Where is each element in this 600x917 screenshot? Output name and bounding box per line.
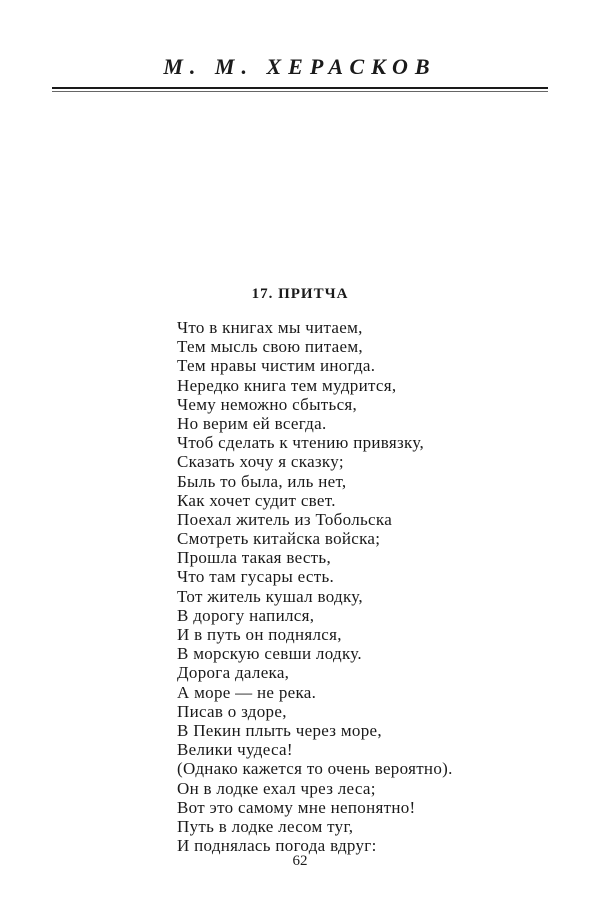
poem-line: Что там гусары есть. [177,567,335,587]
poem-line: Чему неможно сбыться, [177,394,358,414]
poem-line: Чтоб сделать к чтению привязку, [177,433,424,453]
poem-line: Тем мысль свою питаем, [177,337,363,357]
poem-line: Поехал житель из Тобольска [177,509,393,529]
poem-line: В Пекин плыть через море, [177,720,382,740]
page-number: 62 [292,853,308,869]
poem-line: Нередко книга тем мудрится, [177,375,397,395]
poem-line: И поднялась погода вдруг: [177,836,377,856]
poem-line: Дорога далека, [177,663,290,683]
poem-line: Прошла такая весть, [177,548,332,568]
poem-line: В морскую севши лодку. [177,644,362,664]
header-rule-thin [52,91,548,92]
poem-line: А море — не река. [177,682,317,702]
poem-line: Сказать хочу я сказку; [177,452,344,472]
poem-body [177,318,453,855]
poem-line: Он в лодке ехал чрез леса; [177,778,376,798]
poem-line: Тем нравы чистим иногда. [177,356,376,376]
poem-line: Как хочет судит свет. [177,490,336,510]
poem-line: И в путь он поднялся, [177,625,342,644]
poem-line: Тот житель кушал водку, [177,586,363,606]
poem-line: Вот это самому мне непонятно! [177,797,416,817]
poem-line: Писав о здоре, [177,701,287,721]
header-rule [52,87,548,89]
poem-line: (Однако кажется то очень вероятно). [177,759,453,779]
poem-line: Быль то была, иль нет, [177,471,347,491]
poem-line: В дорогу напился, [177,605,315,625]
poem-line: Путь в лодке лесом туг, [177,816,354,836]
poem-title: 17. ПРИТЧА [251,286,349,302]
poem-line: Что в книгах мы читаем, [177,318,363,337]
poem-line: Смотреть китайска войска; [177,529,381,549]
running-head-author: М. М. ХЕРАСКОВ [163,54,437,79]
poem-line: Велики чудеса! [177,740,293,760]
poem-line: Но верим ей всегда. [177,413,327,433]
